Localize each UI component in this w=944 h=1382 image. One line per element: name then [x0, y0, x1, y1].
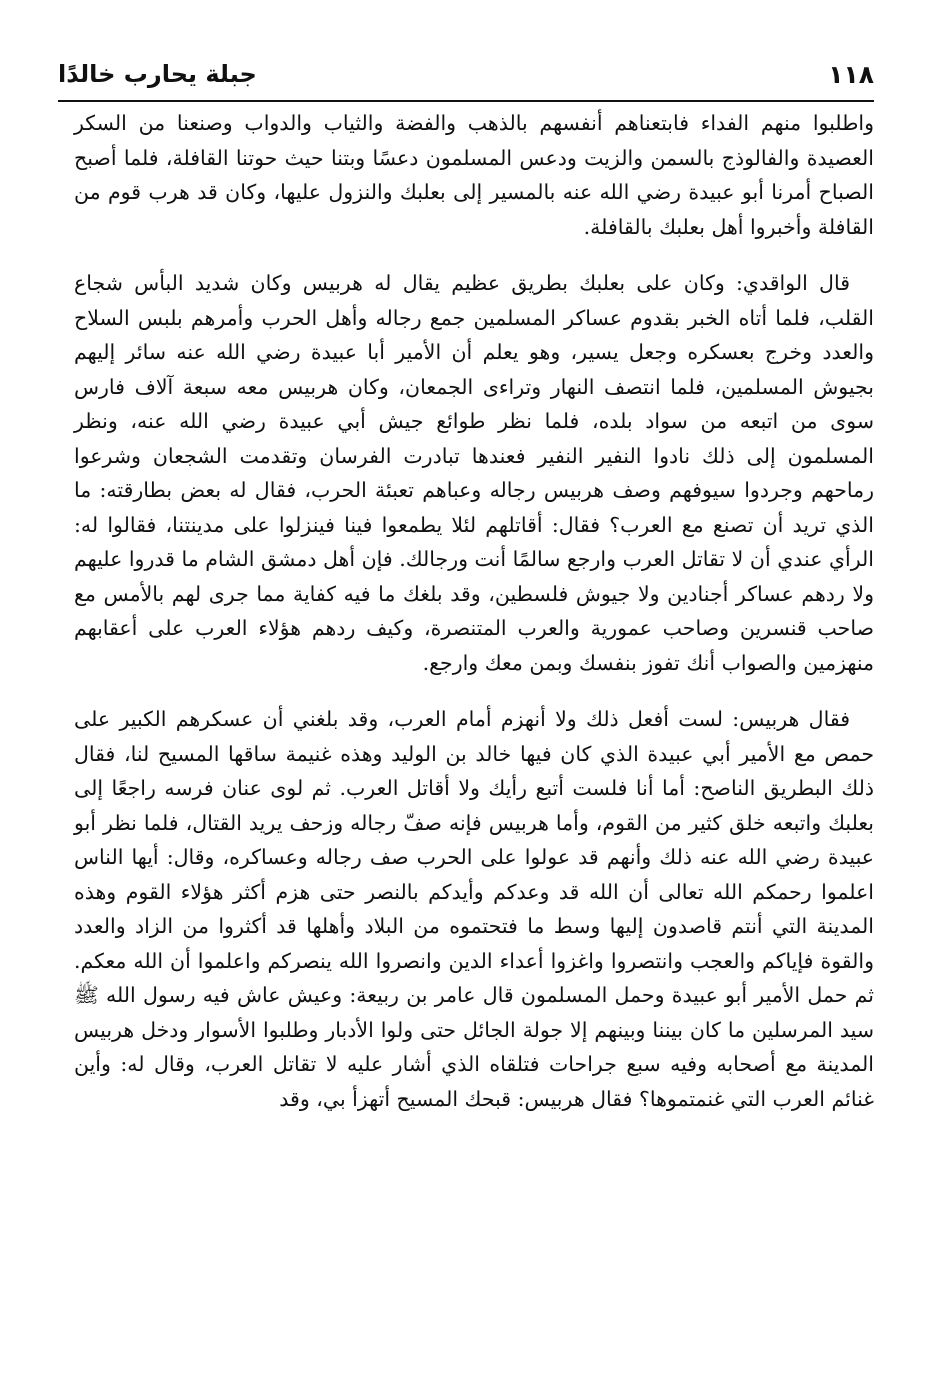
header-rule — [58, 100, 874, 102]
paragraph-1: واطلبوا منهم الفداء فابتعناهم أنفسهم بالذهب والفضة والثياب والدواب وصنعنا من السكر العصيدة والفالوذج بالسمن والزيت ودعس المسلمون دعسًا وبتنا حيث حوتنا القافلة، فلما أصبح الصباح أمرنا أبو عبيدة رضي الله عنه بالمسير إلى بعلبك والنزول عليها، وكان قد هرب قوم من القافلة وأخبروا أهل بعلبك بالقافلة. — [74, 111, 874, 239]
paragraph-2-text: قال الواقدي: وكان على بعلبك بطريق عظيم يقال له هربيس وكان شديد البأس شجاع القلب، فلما أتاه الخبر بقدوم عساكر المسلمين جمع رجاله وأهل الحرب وأمرهم بلبس السلاح والعدد وخرج بعسكره وجعل يسير، وهو يعلم أن الأمير أبا عبيدة رضي الله عنه سائر إليهم بجيوش المسلمين، فلما انتصف النهار وتراءى الجمعان، وكان هربيس معه سبعة آلاف فارس سوى من اتبعه من سواد بلده، فلما نظر طوائع جيش أبي عبيدة رضي الله عنه، ونظر المسلمون إلى ذلك نادوا النفير النفير فعندها تبادرت الفرسان وتقدمت الشجعان وشرعوا رماحهم وجردوا سيوفهم وصف هربيس رجاله وعباهم تعبئة الحرب، فقال له بعض بطارقته: ما الذي تريد أن تصنع مع العرب؟ فقال: أقاتلهم لئلا يطمعوا فينا فينزلوا على مدينتنا، فقالوا له: الرأي عندي أن لا تقاتل العرب وارجع سالمًا أنت ورجالك. فإن أهل دمشق الشام ما قدروا عليهم ولا ردهم عساكر أجنادين ولا جيوش فلسطين، وقد بلغك ما فيه كفاية مما جرى لهم بالأمس مع صاحب قنسرين وصاحب عمورية والعرب المتنصرة، وكيف ردهم هؤلاء العرب على أعقابهم منهزمين والصواب أنك تفوز بنفسك وبمن معك وارجع. — [74, 271, 874, 675]
page-number: ١١٨ — [828, 60, 874, 89]
page-header — [58, 58, 874, 98]
paragraph-3-text: فقال هربيس: لست أفعل ذلك ولا أنهزم أمام العرب، وقد بلغني أن عسكرهم الكبير على حمص مع الأمير أبي عبيدة الذي كان فيها خالد بن الوليد وهذه غنيمة ساقها المسيح لنا، فقال ذلك البطريق الناصح: أما أنا فلست أتبع رأيك ولا أقاتل العرب. ثم لوى عنان فرسه راجعًا إلى بعلبك واتبعه خلق كثير من القوم، وأما هربيس فإنه صفّ رجاله وزحف يريد القتال، فلما نظر أبو عبيدة رضي الله عنه ذلك وأنهم قد عولوا على الحرب صف رجاله وعساكره، وقال: أيها الناس اعلموا رحمكم الله تعالى أن الله قد وعدكم وأيدكم بالنصر حتى هزم أكثر هؤلاء القوم وهذه المدينة التي أنتم قاصدون إليها وسط ما فتحتموه من البلاد وأهلها قد أكثروا من الزاد والعدد والقوة فإياكم والعجب وانتصروا واغزوا أعداء الدين وانصروا الله ينصركم واعلموا أن الله معكم. ثم حمل الأمير أبو عبيدة وحمل المسلمون قال عامر بن ربيعة: وعيش عاش فيه رسول الله ﷺ سيد المرسلين ما كان بيننا وبينهم إلا جولة الجائل حتى ولوا الأدبار وطلبوا الأسوار ودخل هربيس المدينة مع أصحابه وفيه سبع جراحات فتلقاه الذي أشار عليه لا تقاتل العرب، وقال له: وأين غنائم العرب التي غنمتموها؟ فقال هربيس: قبحك المسيح أتهزأ بي، وقد — [74, 707, 874, 1111]
running-title: جبلة يحارب خالدًا — [58, 60, 257, 88]
body-text — [74, 106, 874, 1116]
paragraph-2 — [74, 266, 874, 680]
paragraph-3 — [74, 702, 874, 1116]
